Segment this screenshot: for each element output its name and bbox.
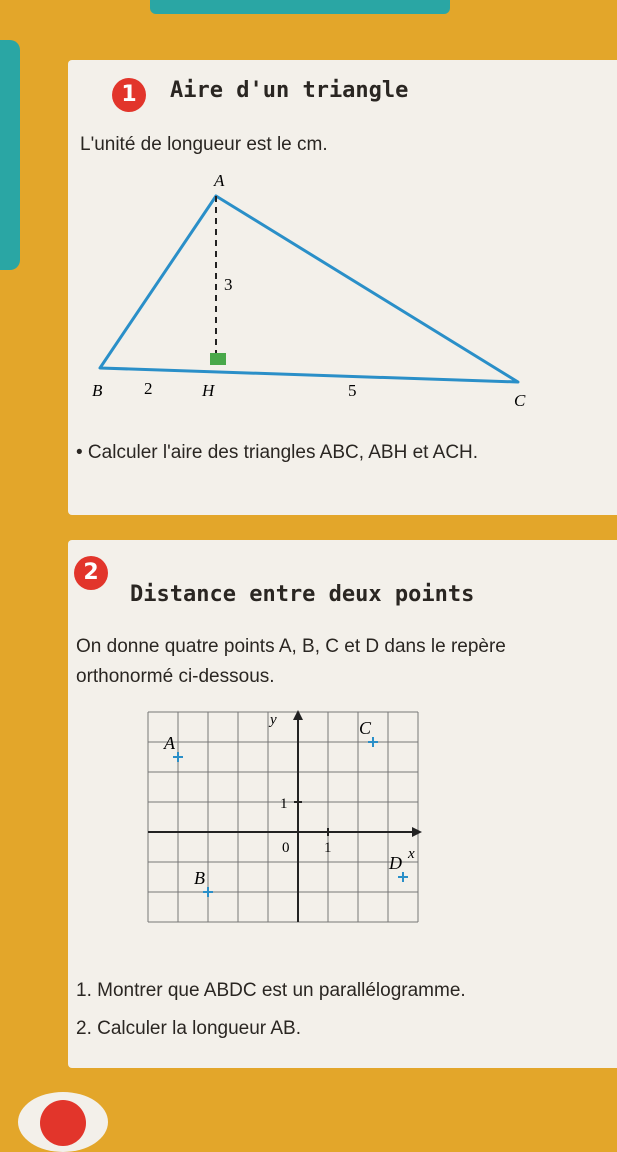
triangle-figure [68,160,538,410]
x-axis-arrow [412,827,422,837]
point-label-b: B [194,868,205,888]
label-b: B [92,381,103,400]
label-c: C [514,391,526,410]
point-label-c: C [359,718,372,738]
measure-hc: 5 [348,381,357,400]
exercise-1-task: • Calculer l'aire des triangles ABC, ABH et ACH. [76,442,479,463]
exercise-1-unit: L'unité de longueur est le cm. [80,134,328,155]
triangle-abc [100,196,518,382]
point-label-a: A [164,733,175,753]
chapter-tab [0,40,20,270]
exercise-2-number: 2 [74,556,108,590]
measure-bh: 2 [144,379,153,398]
exercise-1-number: 1 [112,78,146,112]
exercise-2-intro: On donne quatre points A, B, C et D dans le repère orthonormé ci-dessous. [76,636,506,687]
exercise-2-card [68,540,617,1068]
label-h: H [202,381,215,400]
origin-label: 0 [282,840,290,856]
question-1: 1. Montrer que ABDC est un parallélogramme. [76,980,466,1001]
y-axis-label: y [270,712,277,728]
x-tick-label: 1 [324,840,332,856]
x-axis-label: x [408,846,415,862]
exercise-1-title: Aire d'un triangle [170,78,409,103]
coordinate-grid [144,708,440,952]
question-2: 2. Calculer la longueur AB. [76,1018,301,1039]
measure-ah: 3 [224,275,233,294]
exercise-1-card [68,60,617,515]
top-decoration-bar [150,0,450,14]
label-a: A [214,171,225,190]
next-exercise-number [40,1100,86,1146]
right-angle-mark [210,353,226,365]
exercise-2-title: Distance entre deux points [130,582,475,607]
point-label-d: D [389,853,402,873]
y-tick-label: 1 [280,796,288,812]
